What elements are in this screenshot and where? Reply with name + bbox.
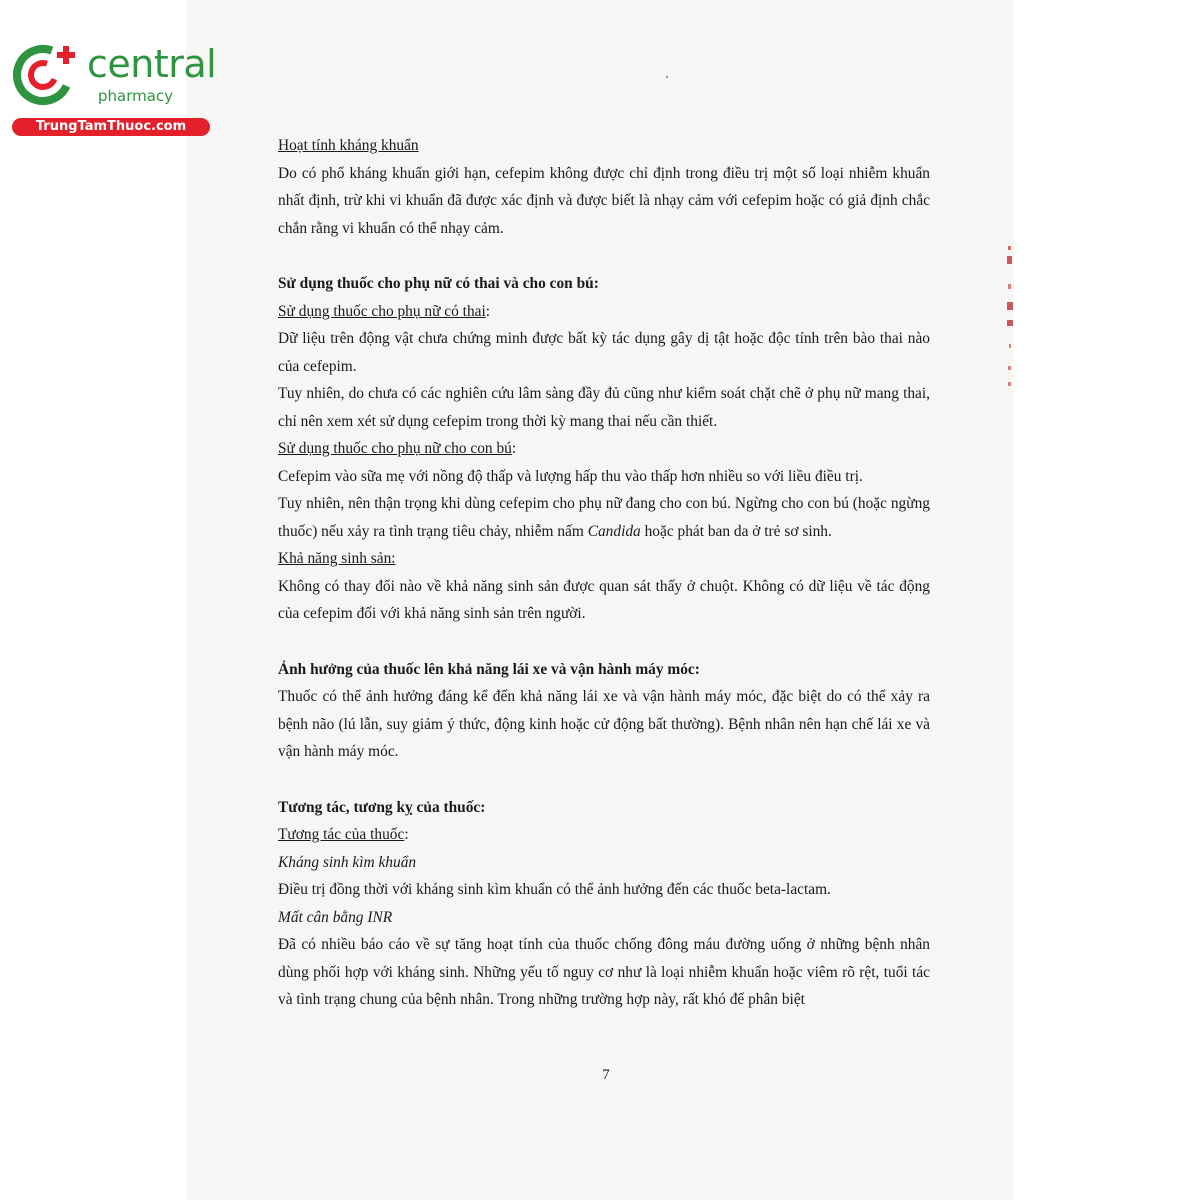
paragraph-antibacterial: Do có phổ kháng khuẩn giới hạn, cefepim không được chỉ định trong điều trị một số loại nhiễm khuẩn nhất định, trừ khi vi khuẩn đã được xác định và được biết là nhạy cảm với cefepim hoặc có giả định chắc chắn rằng vi khuẩn có thể nhạy cảm. xyxy=(278,164,930,237)
paragraph-pregnancy-caution: Tuy nhiên, do chưa có các nghiên cứu lâm sàng đầy đủ cũng như kiểm soát chặt chẽ ở phụ nữ mang thai, chỉ nên xem xét sử dụng cefepim trong thời kỳ mang thai nếu cần thiết. xyxy=(278,385,930,430)
logo-website[interactable]: TrungTamThuoc.com xyxy=(12,118,210,136)
text-run: hoặc phát ban da ở trẻ sơ sinh. xyxy=(640,522,832,540)
italic-heading-inr: Mất cân bằng INR xyxy=(278,908,393,926)
paragraph-breast-milk: Cefepim vào sữa mẹ với nồng độ thấp và lượng hấp thu vào thấp hơn nhiều so với liều điều trị. xyxy=(278,467,863,485)
subheading-pregnant-line: Sử dụng thuốc cho phụ nữ có thai: xyxy=(278,302,491,320)
paragraph-breastfeeding-caution xyxy=(278,490,930,545)
paragraph-driving: Thuốc có thể ảnh hưởng đáng kể đến khả năng lái xe và vận hành máy móc, đặc biệt do có thể xảy ra bệnh não (lú lẫn, suy giảm ý thức, động kinh hoặc cử động bất thường). Bệnh nhân nên hạn chế lái xe và vận hành máy móc. xyxy=(278,688,930,760)
section-heading-interactions: Tương tác, tương kỵ của thuốc: xyxy=(278,798,486,816)
section-heading-driving: Ảnh hưởng của thuốc lên khả năng lái xe và vận hành máy móc: xyxy=(278,660,700,678)
paragraph-inr: Đã có nhiều báo cáo về sự tăng hoạt tính của thuốc chống đông máu đường uống ở những bệnh nhân dùng phối hợp với kháng sinh. Những yếu tố nguy cơ như là loại nhiễm khuẩn hoặc viêm rõ rệt, tuổi tác và tình trạng chung của bệnh nhân. Trong những trường hợp này, rất khó để phân biệt xyxy=(278,936,930,1008)
spacer xyxy=(278,766,930,794)
document-body xyxy=(278,132,930,1014)
paragraph-bacteriostatic: Điều trị đồng thời với kháng sinh kìm khuẩn có thể ảnh hưởng đến các thuốc beta-lactam. xyxy=(278,881,831,898)
italic-heading-bacteriostatic: Kháng sinh kìm khuẩn xyxy=(278,853,417,871)
logo-wordmark: central xyxy=(87,42,217,86)
subheading-pregnant: Sử dụng thuốc cho phụ nữ có thai xyxy=(278,302,486,320)
spacer xyxy=(278,242,930,270)
paragraph-animal-data: Dữ liệu trên động vật chưa chứng minh được bất kỳ tác dụng gây dị tật hoặc độc tính trên bào thai nào của cefepim. xyxy=(278,330,930,375)
subheading-interactions: Tương tác của thuốc xyxy=(278,826,405,843)
page-number: 7 xyxy=(602,1067,610,1083)
red-stamp-edge-icon xyxy=(1005,244,1015,394)
pharmacy-logo[interactable] xyxy=(10,38,217,136)
section-heading-antibacterial: Hoạt tính kháng khuẩn xyxy=(278,137,419,154)
section-heading-pregnancy: Sử dụng thuốc cho phụ nữ có thai và cho con bú: xyxy=(278,275,599,292)
paragraph-fertility: Không có thay đổi nào về khả năng sinh sản được quan sát thấy ở chuột. Không có dữ liệu về tác động của cefepim đối với khả năng sinh sản trên người. xyxy=(278,577,930,622)
central-pharmacy-logo-icon xyxy=(10,38,82,110)
subheading-breastfeeding-line: Sử dụng thuốc cho phụ nữ cho con bú: xyxy=(278,440,517,457)
scan-speck xyxy=(666,76,668,78)
subheading-breastfeeding: Sử dụng thuốc cho phụ nữ cho con bú xyxy=(278,440,512,457)
spacer xyxy=(278,628,930,656)
italic-candida: Candida xyxy=(587,522,641,540)
subheading-interactions-line: Tương tác của thuốc: xyxy=(278,826,409,843)
text-run: Tuy nhiên, nên thận trọng khi dùng cefepim cho phụ nữ đang cho con bú. Ngừng cho con bú (hoặc ngừng thuốc) nếu xảy ra tình trạng tiêu chảy, nhiễm nấm xyxy=(278,495,930,540)
subheading-fertility: Khả năng sinh sản: xyxy=(278,550,396,567)
logo-subtitle: pharmacy xyxy=(98,87,174,105)
